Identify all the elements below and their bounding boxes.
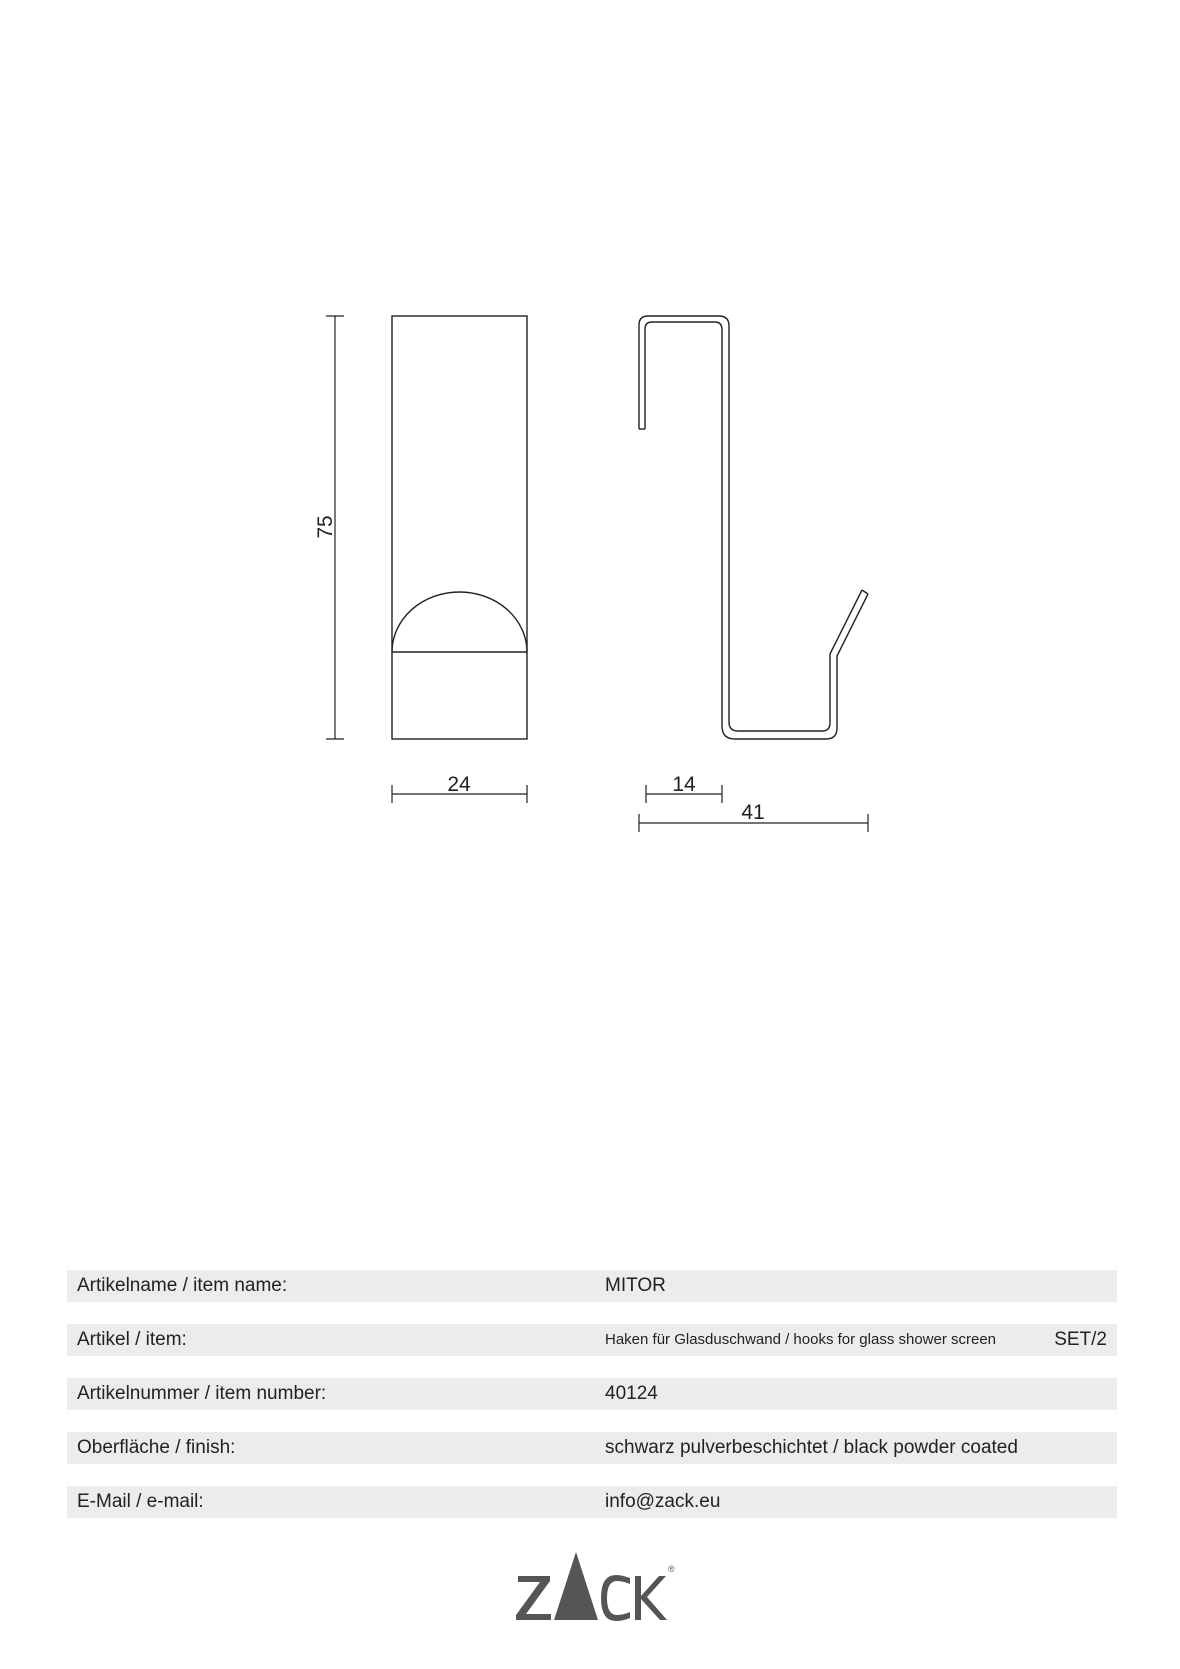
registered-mark: ® xyxy=(668,1564,675,1574)
front-view-arc xyxy=(392,592,527,652)
spec-label: Artikel / item: xyxy=(77,1329,187,1350)
spec-row-finish xyxy=(67,1432,1117,1464)
spec-value: info@zack.eu xyxy=(605,1491,721,1512)
spec-label: Artikelnummer / item number: xyxy=(77,1383,327,1404)
front-view xyxy=(392,316,527,739)
hook-profile-tip-bottom xyxy=(862,590,868,594)
total-depth-dimension-label: 41 xyxy=(741,801,765,824)
hook-profile-outer xyxy=(639,316,862,731)
spec-table xyxy=(67,1270,1117,1540)
spec-value: 40124 xyxy=(605,1383,658,1404)
spec-row-item xyxy=(67,1324,1117,1356)
logo-letter-c xyxy=(601,1575,630,1621)
logo-letter-z xyxy=(516,1576,551,1620)
front-view-body xyxy=(392,316,527,739)
spec-value: Haken für Glasduschwand / hooks for glass shower screen xyxy=(605,1331,997,1348)
spec-row-item-name xyxy=(67,1270,1117,1302)
front-width-dimension-label: 24 xyxy=(447,773,471,796)
spec-row-email xyxy=(67,1486,1117,1518)
spec-row-item-number xyxy=(67,1378,1117,1410)
side-view xyxy=(639,316,868,739)
hook-depth-dimension-label: 14 xyxy=(672,773,696,796)
hook-profile-inner xyxy=(645,322,868,739)
spec-value: MITOR xyxy=(605,1275,666,1296)
logo-letter-a-triangle xyxy=(554,1552,598,1620)
logo-letter-k xyxy=(635,1576,667,1620)
spec-value: schwarz pulverbeschichtet / black powder coated xyxy=(605,1437,1018,1458)
spec-label: Oberfläche / finish: xyxy=(77,1437,236,1458)
spec-label: E-Mail / e-mail: xyxy=(77,1491,204,1512)
height-dimension-label: 75 xyxy=(314,515,337,539)
spec-label: Artikelname / item name: xyxy=(77,1275,288,1296)
zack-logo xyxy=(0,1548,1180,1628)
set-quantity: SET/2 xyxy=(1054,1329,1107,1350)
